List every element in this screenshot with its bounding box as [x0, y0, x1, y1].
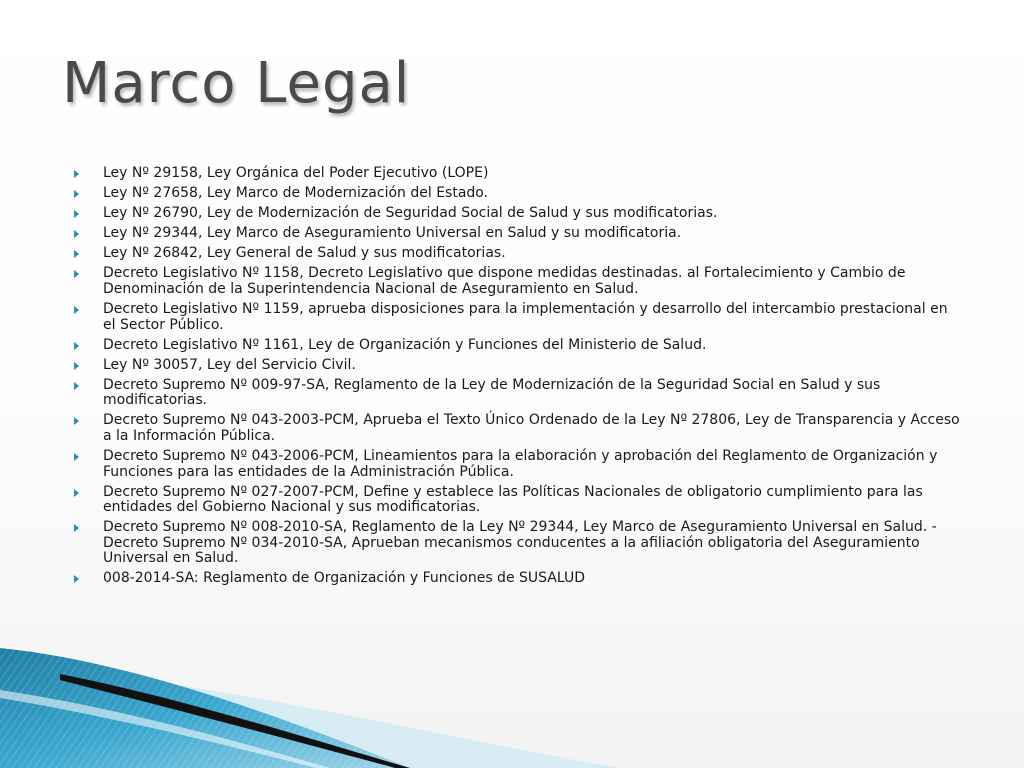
- triangle-right-icon: [74, 575, 79, 583]
- bullet-text: 008-2014-SA: Reglamento de Organización y Funciones de SUSALUD: [103, 570, 585, 587]
- bullet-text: Ley Nº 29344, Ley Marco de Aseguramiento Universal en Salud y su modificatoria.: [103, 225, 682, 242]
- bullet-item: [74, 246, 964, 262]
- bullet-text: Decreto Supremo Nº 043-2003-PCM, Aprueba el Texto Único Ordenado de la Ley Nº 27806, Ley de Transparencia y Acceso a la Información Pública.: [103, 412, 960, 444]
- decorative-wave: [0, 638, 1024, 768]
- triangle-right-icon: [74, 524, 79, 532]
- bullet-item: [74, 449, 964, 480]
- bullet-text: Decreto Legislativo Nº 1161, Ley de Organización y Funciones del Ministerio de Salud.: [103, 336, 707, 353]
- bullet-item: [74, 378, 964, 409]
- bullet-text: Decreto Legislativo Nº 1158, Decreto Legislativo que dispone medidas destinadas. al Fortalecimiento y Cambio de Denominación de la Superintendencia Nacional de Aseguramiento en Salud.: [103, 265, 906, 297]
- bullet-text: Decreto Supremo Nº 043-2006-PCM, Lineamientos para la elaboración y aprobación del Reglamento de Organización y Funciones para las entidades de la Administración Pública.: [103, 448, 938, 480]
- bullet-item: [74, 226, 964, 242]
- triangle-right-icon: [74, 170, 79, 178]
- bullet-item: [74, 206, 964, 222]
- bullet-item: [74, 302, 964, 333]
- triangle-right-icon: [74, 382, 79, 390]
- triangle-right-icon: [74, 417, 79, 425]
- bullet-text: Decreto Supremo Nº 027-2007-PCM, Define y establece las Políticas Nacionales de obligatorio cumplimiento para las entidades del Gobierno Nacional y sus modificatorias.: [103, 483, 923, 516]
- bullet-text: Ley Nº 27658, Ley Marco de Modernización del Estado.: [103, 185, 489, 202]
- bullet-text: Ley Nº 26790, Ley de Modernización de Seguridad Social de Salud y sus modificatorias.: [103, 205, 718, 222]
- bullet-item: [74, 338, 964, 354]
- bullet-text: Decreto Legislativo Nº 1159, aprueba disposiciones para la implementación y desarrollo del intercambio prestacional en el Sector Público.: [103, 301, 948, 333]
- bullet-text: Ley Nº 30057, Ley del Servicio Civil.: [103, 356, 356, 373]
- triangle-right-icon: [74, 190, 79, 198]
- triangle-right-icon: [74, 270, 79, 278]
- triangle-right-icon: [74, 453, 79, 461]
- triangle-right-icon: [74, 230, 79, 238]
- triangle-right-icon: [74, 306, 79, 314]
- triangle-right-icon: [74, 362, 79, 370]
- triangle-right-icon: [74, 489, 79, 497]
- bullet-item: [74, 358, 964, 374]
- triangle-right-icon: [74, 250, 79, 258]
- bullet-item: [74, 571, 964, 587]
- bullet-item: [74, 413, 964, 444]
- bullet-list: [74, 166, 964, 591]
- triangle-right-icon: [74, 210, 79, 218]
- bullet-text: Ley Nº 26842, Ley General de Salud y sus modificatorias.: [103, 245, 506, 262]
- bullet-item: [74, 485, 964, 516]
- bullet-item: [74, 266, 964, 297]
- bullet-item: [74, 520, 964, 567]
- bullet-item: [74, 186, 964, 202]
- bullet-text: Decreto Supremo Nº 008-2010-SA, Reglamento de la Ley Nº 29344, Ley Marco de Aseguramiento Universal en Salud. - Decreto Supremo Nº 034-2010-SA, Aprueban mecanismos conducentes a la afiliación obligatoria del Aseguramiento Universal en Salud.: [103, 519, 937, 567]
- bullet-item: [74, 166, 964, 182]
- bullet-text: Decreto Supremo Nº 009-97-SA, Reglamento de la Ley de Modernización de la Seguridad Social en Salud y sus modificatorias.: [103, 376, 881, 409]
- bullet-text: Ley Nº 29158, Ley Orgánica del Poder Ejecutivo (LOPE): [103, 165, 489, 181]
- slide-title: Marco Legal: [62, 51, 411, 116]
- triangle-right-icon: [74, 342, 79, 350]
